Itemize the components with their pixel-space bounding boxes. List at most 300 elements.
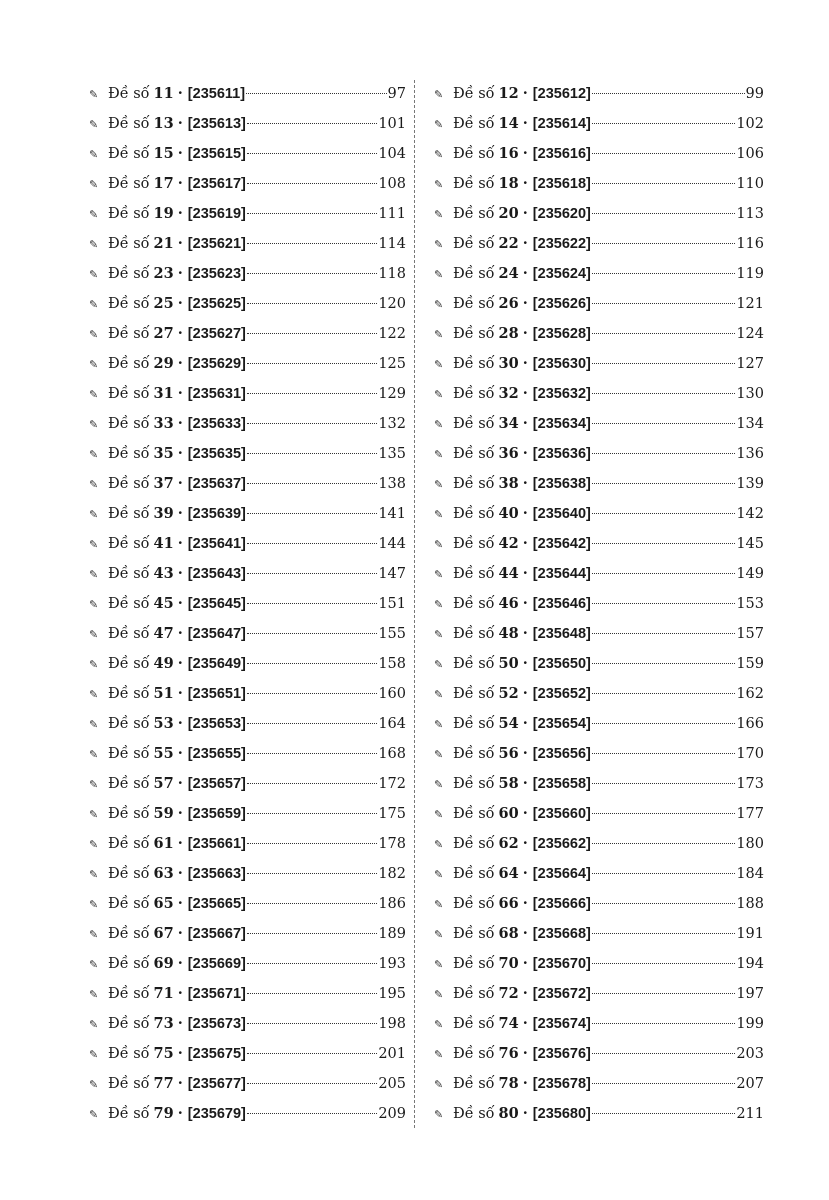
entry-page-number: 106 xyxy=(736,146,764,162)
toc-entry[interactable] xyxy=(434,259,764,289)
entry-prefix: Đề số xyxy=(453,536,495,552)
entry-page-number: 162 xyxy=(736,686,764,702)
entry-page-number: 139 xyxy=(736,476,764,492)
dot-leader xyxy=(247,663,377,664)
entry-page-number: 184 xyxy=(736,866,764,882)
dot-leader xyxy=(247,1023,377,1024)
entry-prefix: Đề số xyxy=(453,596,495,612)
entry-code: [235651] xyxy=(187,686,246,702)
entry-number: 33 xyxy=(153,415,174,432)
dot-leader xyxy=(592,663,735,664)
dot-leader xyxy=(247,363,377,364)
pencil-icon: ✎ xyxy=(434,928,444,941)
entry-code: [235629] xyxy=(187,356,246,372)
entry-number: 52 xyxy=(498,685,519,702)
column-divider xyxy=(414,80,415,1128)
pencil-icon: ✎ xyxy=(89,898,99,911)
dot-leader xyxy=(247,513,377,514)
toc-entry[interactable] xyxy=(434,289,764,319)
dot-leader xyxy=(247,813,377,814)
toc-entry[interactable] xyxy=(434,469,764,499)
entry-number: 47 xyxy=(153,625,174,642)
toc-entry[interactable] xyxy=(89,259,406,289)
toc-entry[interactable] xyxy=(434,1099,764,1129)
entry-separator: · xyxy=(522,895,528,912)
dot-leader xyxy=(247,393,377,394)
entry-page-number: 182 xyxy=(378,866,406,882)
pencil-icon: ✎ xyxy=(434,478,444,491)
dot-leader xyxy=(592,513,735,514)
toc-entry[interactable] xyxy=(434,79,764,109)
entry-code: [235638] xyxy=(532,476,591,492)
entry-separator: · xyxy=(522,775,528,792)
entry-page-number: 122 xyxy=(378,326,406,342)
entry-code: [235669] xyxy=(187,956,246,972)
entry-separator: · xyxy=(522,505,528,522)
toc-entry[interactable] xyxy=(434,769,764,799)
entry-code: [235655] xyxy=(187,746,246,762)
entry-page-number: 145 xyxy=(736,536,764,552)
toc-entry[interactable] xyxy=(89,859,406,889)
toc-entry[interactable] xyxy=(89,709,406,739)
entry-prefix: Đề số xyxy=(453,176,495,192)
entry-code: [235677] xyxy=(187,1076,246,1092)
pencil-icon: ✎ xyxy=(89,1108,99,1121)
entry-prefix: Đề số xyxy=(108,1076,150,1092)
toc-entry[interactable] xyxy=(434,229,764,259)
entry-page-number: 101 xyxy=(378,116,406,132)
entry-page-number: 180 xyxy=(736,836,764,852)
entry-separator: · xyxy=(177,1045,183,1062)
entry-code: [235649] xyxy=(187,656,246,672)
dot-leader xyxy=(592,843,735,844)
dot-leader xyxy=(592,1023,735,1024)
entry-code: [235652] xyxy=(532,686,591,702)
entry-number: 21 xyxy=(153,235,174,252)
entry-code: [235618] xyxy=(532,176,591,192)
entry-separator: · xyxy=(177,745,183,762)
entry-prefix: Đề số xyxy=(453,746,495,762)
toc-entry[interactable] xyxy=(89,349,406,379)
pencil-icon: ✎ xyxy=(89,208,99,221)
pencil-icon: ✎ xyxy=(89,418,99,431)
entry-prefix: Đề số xyxy=(453,716,495,732)
dot-leader xyxy=(247,903,377,904)
toc-entry[interactable] xyxy=(89,559,406,589)
entry-page-number: 172 xyxy=(378,776,406,792)
entry-code: [235636] xyxy=(532,446,591,462)
dot-leader xyxy=(247,963,377,964)
entry-page-number: 142 xyxy=(736,506,764,522)
pencil-icon: ✎ xyxy=(434,778,444,791)
toc-entry[interactable] xyxy=(434,409,764,439)
entry-page-number: 120 xyxy=(378,296,406,312)
entry-code: [235661] xyxy=(187,836,246,852)
dot-leader xyxy=(247,843,377,844)
dot-leader xyxy=(592,753,735,754)
entry-number: 54 xyxy=(498,715,519,732)
entry-prefix: Đề số xyxy=(453,776,495,792)
toc-entry[interactable] xyxy=(434,829,764,859)
pencil-icon: ✎ xyxy=(434,988,444,1001)
toc-entry[interactable] xyxy=(89,139,406,169)
pencil-icon: ✎ xyxy=(434,328,444,341)
toc-entry[interactable] xyxy=(434,1009,764,1039)
entry-prefix: Đề số xyxy=(453,1046,495,1062)
entry-code: [235614] xyxy=(532,116,591,132)
entry-prefix: Đề số xyxy=(108,386,150,402)
toc-entry[interactable] xyxy=(434,559,764,589)
entry-page-number: 134 xyxy=(736,416,764,432)
entry-page-number: 102 xyxy=(736,116,764,132)
pencil-icon: ✎ xyxy=(89,838,99,851)
toc-entry[interactable] xyxy=(89,79,406,109)
toc-entry[interactable] xyxy=(434,1069,764,1099)
entry-code: [235645] xyxy=(187,596,246,612)
entry-separator: · xyxy=(177,895,183,912)
entry-separator: · xyxy=(522,715,528,732)
entry-page-number: 114 xyxy=(378,236,406,252)
entry-separator: · xyxy=(177,805,183,822)
entry-code: [235644] xyxy=(532,566,591,582)
entry-separator: · xyxy=(177,145,183,162)
dot-leader xyxy=(247,753,377,754)
pencil-icon: ✎ xyxy=(434,1048,444,1061)
pencil-icon: ✎ xyxy=(89,268,99,281)
entry-page-number: 159 xyxy=(736,656,764,672)
entry-prefix: Đề số xyxy=(453,656,495,672)
toc-entry[interactable] xyxy=(89,199,406,229)
dot-leader xyxy=(247,213,377,214)
dot-leader xyxy=(247,573,377,574)
dot-leader xyxy=(247,633,377,634)
entry-separator: · xyxy=(522,295,528,312)
entry-page-number: 119 xyxy=(736,266,764,282)
dot-leader xyxy=(592,303,735,304)
entry-separator: · xyxy=(177,1105,183,1122)
pencil-icon: ✎ xyxy=(89,778,99,791)
entry-page-number: 144 xyxy=(378,536,406,552)
entry-code: [235648] xyxy=(532,626,591,642)
entry-page-number: 189 xyxy=(378,926,406,942)
entry-code: [235630] xyxy=(532,356,591,372)
toc-entry[interactable] xyxy=(89,1099,406,1129)
entry-prefix: Đề số xyxy=(453,416,495,432)
entry-code: [235620] xyxy=(532,206,591,222)
toc-entry[interactable] xyxy=(89,799,406,829)
dot-leader xyxy=(592,813,735,814)
pencil-icon: ✎ xyxy=(434,208,444,221)
toc-entry[interactable] xyxy=(434,379,764,409)
toc-entry[interactable] xyxy=(434,859,764,889)
entry-number: 24 xyxy=(498,265,519,282)
dot-leader xyxy=(592,273,735,274)
entry-number: 34 xyxy=(498,415,519,432)
pencil-icon: ✎ xyxy=(89,298,99,311)
toc-entry[interactable] xyxy=(434,439,764,469)
entry-number: 76 xyxy=(498,1045,519,1062)
entry-separator: · xyxy=(177,535,183,552)
toc-entry[interactable] xyxy=(89,1069,406,1099)
entry-code: [235613] xyxy=(187,116,246,132)
entry-prefix: Đề số xyxy=(108,656,150,672)
pencil-icon: ✎ xyxy=(89,328,99,341)
pencil-icon: ✎ xyxy=(434,298,444,311)
entry-code: [235615] xyxy=(187,146,246,162)
entry-number: 79 xyxy=(153,1105,174,1122)
dot-leader xyxy=(592,213,735,214)
entry-page-number: 113 xyxy=(736,206,764,222)
entry-prefix: Đề số xyxy=(453,1076,495,1092)
toc-entry[interactable] xyxy=(89,289,406,319)
entry-code: [235665] xyxy=(187,896,246,912)
dot-leader xyxy=(592,723,735,724)
toc-entry[interactable] xyxy=(89,379,406,409)
toc-entry[interactable] xyxy=(434,679,764,709)
entry-code: [235666] xyxy=(532,896,591,912)
toc-entry[interactable] xyxy=(89,109,406,139)
entry-separator: · xyxy=(177,655,183,672)
dot-leader xyxy=(592,93,745,94)
pencil-icon: ✎ xyxy=(89,748,99,761)
toc-entry[interactable] xyxy=(434,649,764,679)
toc-right-column xyxy=(434,79,764,1129)
entry-prefix: Đề số xyxy=(108,986,150,1002)
pencil-icon: ✎ xyxy=(434,1108,444,1121)
entry-prefix: Đề số xyxy=(108,896,150,912)
entry-separator: · xyxy=(522,1075,528,1092)
dot-leader xyxy=(247,543,377,544)
entry-prefix: Đề số xyxy=(108,626,150,642)
entry-prefix: Đề số xyxy=(453,236,495,252)
entry-separator: · xyxy=(522,385,528,402)
entry-prefix: Đề số xyxy=(453,86,495,102)
entry-code: [235622] xyxy=(532,236,591,252)
toc-entry[interactable] xyxy=(89,829,406,859)
entry-page-number: 118 xyxy=(378,266,406,282)
entry-code: [235667] xyxy=(187,926,246,942)
entry-number: 49 xyxy=(153,655,174,672)
toc-entry[interactable] xyxy=(89,979,406,1009)
toc-entry[interactable] xyxy=(89,589,406,619)
pencil-icon: ✎ xyxy=(434,358,444,371)
entry-page-number: 111 xyxy=(378,206,406,222)
entry-prefix: Đề số xyxy=(108,116,150,132)
entry-prefix: Đề số xyxy=(453,206,495,222)
entry-prefix: Đề số xyxy=(108,356,150,372)
entry-separator: · xyxy=(522,925,528,942)
toc-entry[interactable] xyxy=(89,679,406,709)
pencil-icon: ✎ xyxy=(434,388,444,401)
entry-separator: · xyxy=(522,835,528,852)
entry-prefix: Đề số xyxy=(108,506,150,522)
pencil-icon: ✎ xyxy=(89,538,99,551)
toc-entry[interactable] xyxy=(434,889,764,919)
entry-separator: · xyxy=(522,1105,528,1122)
entry-page-number: 201 xyxy=(378,1046,406,1062)
dot-leader xyxy=(247,1053,377,1054)
toc-entry[interactable] xyxy=(89,469,406,499)
entry-separator: · xyxy=(177,565,183,582)
pencil-icon: ✎ xyxy=(89,598,99,611)
toc-entry[interactable] xyxy=(434,949,764,979)
entry-separator: · xyxy=(177,985,183,1002)
entry-page-number: 124 xyxy=(736,326,764,342)
entry-page-number: 147 xyxy=(378,566,406,582)
toc-entry[interactable] xyxy=(434,709,764,739)
entry-prefix: Đề số xyxy=(453,326,495,342)
toc-entry[interactable] xyxy=(434,139,764,169)
entry-prefix: Đề số xyxy=(108,326,150,342)
entry-code: [235659] xyxy=(187,806,246,822)
pencil-icon: ✎ xyxy=(434,268,444,281)
toc-entry[interactable] xyxy=(89,919,406,949)
entry-code: [235675] xyxy=(187,1046,246,1062)
entry-code: [235658] xyxy=(532,776,591,792)
pencil-icon: ✎ xyxy=(89,568,99,581)
entry-number: 32 xyxy=(498,385,519,402)
dot-leader xyxy=(592,1113,735,1114)
entry-code: [235643] xyxy=(187,566,246,582)
pencil-icon: ✎ xyxy=(434,148,444,161)
dot-leader xyxy=(592,603,735,604)
toc-entry[interactable] xyxy=(434,739,764,769)
entry-number: 63 xyxy=(153,865,174,882)
entry-page-number: 135 xyxy=(378,446,406,462)
entry-number: 27 xyxy=(153,325,174,342)
toc-entry[interactable] xyxy=(434,919,764,949)
entry-separator: · xyxy=(177,415,183,432)
toc-entry[interactable] xyxy=(89,319,406,349)
entry-page-number: 138 xyxy=(378,476,406,492)
toc-entry[interactable] xyxy=(89,229,406,259)
entry-separator: · xyxy=(522,445,528,462)
entry-prefix: Đề số xyxy=(108,1016,150,1032)
toc-entry[interactable] xyxy=(434,499,764,529)
dot-leader xyxy=(592,633,735,634)
pencil-icon: ✎ xyxy=(434,238,444,251)
pencil-icon: ✎ xyxy=(89,358,99,371)
entry-number: 12 xyxy=(498,85,519,102)
dot-leader xyxy=(247,603,377,604)
entry-separator: · xyxy=(522,625,528,642)
toc-entry[interactable] xyxy=(434,319,764,349)
entry-page-number: 198 xyxy=(378,1016,406,1032)
entry-prefix: Đề số xyxy=(453,986,495,1002)
entry-page-number: 157 xyxy=(736,626,764,642)
toc-entry[interactable] xyxy=(89,649,406,679)
entry-code: [235676] xyxy=(532,1046,591,1062)
entry-prefix: Đề số xyxy=(453,836,495,852)
entry-number: 65 xyxy=(153,895,174,912)
entry-prefix: Đề số xyxy=(108,266,150,282)
entry-code: [235611] xyxy=(187,86,246,102)
dot-leader xyxy=(592,153,735,154)
entry-code: [235679] xyxy=(187,1106,246,1122)
toc-entry[interactable] xyxy=(89,1039,406,1069)
entry-separator: · xyxy=(177,715,183,732)
toc-entry[interactable] xyxy=(89,949,406,979)
toc-entry[interactable] xyxy=(434,529,764,559)
entry-prefix: Đề số xyxy=(108,836,150,852)
entry-page-number: 193 xyxy=(378,956,406,972)
toc-entry[interactable] xyxy=(434,109,764,139)
pencil-icon: ✎ xyxy=(89,148,99,161)
entry-separator: · xyxy=(177,595,183,612)
entry-code: [235642] xyxy=(532,536,591,552)
toc-entry[interactable] xyxy=(434,589,764,619)
toc-entry[interactable] xyxy=(89,1009,406,1039)
entry-separator: · xyxy=(522,565,528,582)
entry-prefix: Đề số xyxy=(108,446,150,462)
entry-code: [235678] xyxy=(532,1076,591,1092)
pencil-icon: ✎ xyxy=(434,598,444,611)
toc-entry[interactable] xyxy=(89,529,406,559)
toc-entry[interactable] xyxy=(89,739,406,769)
dot-leader xyxy=(592,573,735,574)
dot-leader xyxy=(592,1053,735,1054)
toc-entry[interactable] xyxy=(89,889,406,919)
entry-prefix: Đề số xyxy=(453,476,495,492)
toc-entry[interactable] xyxy=(434,979,764,1009)
dot-leader xyxy=(247,453,377,454)
entry-page-number: 191 xyxy=(736,926,764,942)
entry-number: 77 xyxy=(153,1075,174,1092)
entry-separator: · xyxy=(177,385,183,402)
dot-leader xyxy=(592,453,735,454)
entry-separator: · xyxy=(177,865,183,882)
toc-entry[interactable] xyxy=(89,409,406,439)
entry-code: [235632] xyxy=(532,386,591,402)
toc-entry[interactable] xyxy=(89,499,406,529)
pencil-icon: ✎ xyxy=(434,1078,444,1091)
entry-prefix: Đề số xyxy=(453,506,495,522)
entry-separator: · xyxy=(522,685,528,702)
entry-page-number: 207 xyxy=(736,1076,764,1092)
dot-leader xyxy=(247,183,377,184)
entry-page-number: 170 xyxy=(736,746,764,762)
entry-prefix: Đề số xyxy=(453,566,495,582)
entry-prefix: Đề số xyxy=(108,716,150,732)
entry-code: [235670] xyxy=(532,956,591,972)
entry-separator: · xyxy=(522,955,528,972)
toc-entry[interactable] xyxy=(434,1039,764,1069)
toc-entry[interactable] xyxy=(434,199,764,229)
entry-page-number: 141 xyxy=(378,506,406,522)
toc-entry[interactable] xyxy=(434,619,764,649)
entry-page-number: 158 xyxy=(378,656,406,672)
toc-entry[interactable] xyxy=(89,169,406,199)
toc-entry[interactable] xyxy=(434,799,764,829)
dot-leader xyxy=(247,933,377,934)
entry-page-number: 194 xyxy=(736,956,764,972)
toc-entry[interactable] xyxy=(434,349,764,379)
pencil-icon: ✎ xyxy=(89,478,99,491)
entry-code: [235673] xyxy=(187,1016,246,1032)
toc-entry[interactable] xyxy=(434,169,764,199)
entry-code: [235631] xyxy=(187,386,246,402)
toc-entry[interactable] xyxy=(89,619,406,649)
entry-prefix: Đề số xyxy=(108,776,150,792)
entry-code: [235628] xyxy=(532,326,591,342)
pencil-icon: ✎ xyxy=(89,178,99,191)
entry-separator: · xyxy=(177,115,183,132)
toc-entry[interactable] xyxy=(89,439,406,469)
entry-prefix: Đề số xyxy=(453,386,495,402)
toc-entry[interactable] xyxy=(89,769,406,799)
entry-page-number: 151 xyxy=(378,596,406,612)
entry-code: [235626] xyxy=(532,296,591,312)
